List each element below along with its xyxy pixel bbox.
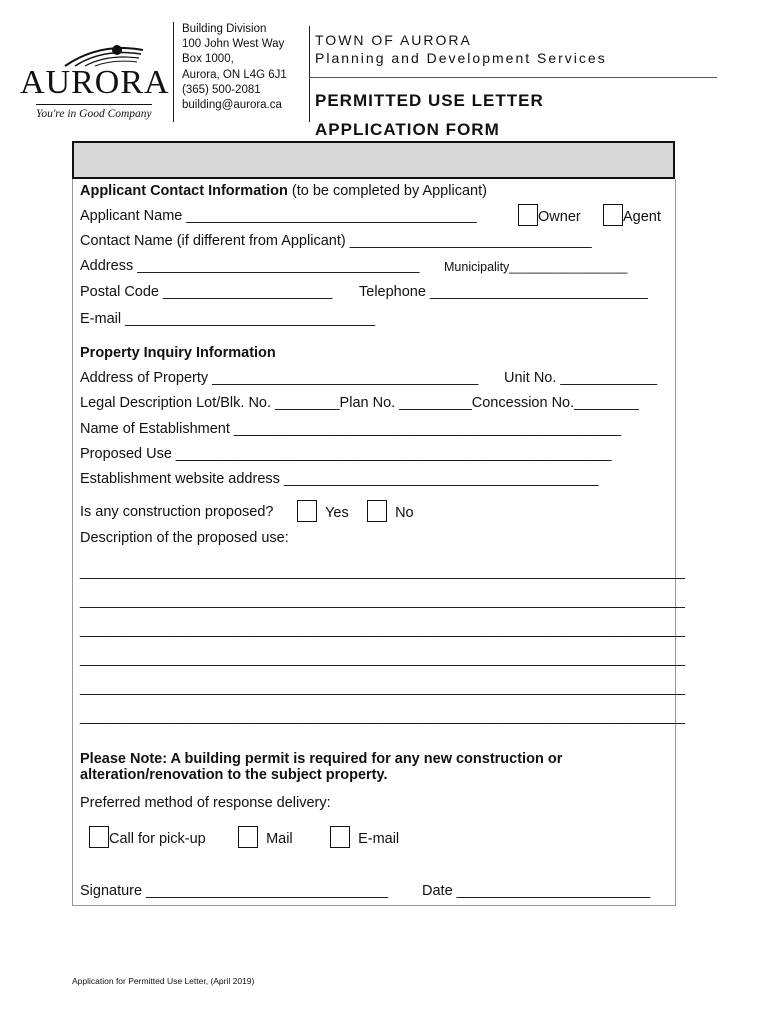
postal-code-field[interactable]: Postal Code _____________________ [80,284,333,300]
unit-field[interactable]: Unit No. ____________ [504,370,658,386]
website-field[interactable]: Establishment website address _______________________________________ [80,471,599,487]
description-line[interactable]: ___________________________________________________________________________ [80,680,685,696]
pickup-checkbox[interactable] [89,826,109,848]
description-line[interactable]: ___________________________________________________________________________ [80,709,685,725]
telephone-field[interactable]: Telephone ___________________________ [359,284,648,300]
owner-checkbox[interactable] [518,204,538,226]
description-line[interactable]: ___________________________________________________________________________ [80,622,685,638]
legal-description-field[interactable]: Legal Description Lot/Blk. No. ________Plan No. _________Concession No.________ [80,395,639,411]
logo-wordmark: AURORA [20,64,170,101]
address-field[interactable]: Address ___________________________________ [80,258,420,274]
establishment-field[interactable]: Name of Establishment ________________________________________________ [80,421,622,437]
pickup-option[interactable]: Call for pick-up [89,826,206,848]
email-checkbox[interactable] [330,826,350,848]
property-address-field[interactable]: Address of Property _________________________________ [80,370,479,386]
mail-checkbox[interactable] [238,826,258,848]
header-divider [173,22,174,122]
header-rule [309,77,717,78]
no-option[interactable]: No [367,500,414,522]
yes-option[interactable]: Yes [297,500,349,522]
property-heading: Property Inquiry Information [80,345,276,361]
signature-field[interactable]: Signature ______________________________ [80,883,389,899]
proposed-use-field[interactable]: Proposed Use ______________________________________________________ [80,446,612,462]
description-line[interactable]: ___________________________________________________________________________ [80,593,685,609]
contact-name-field[interactable]: Contact Name (if different from Applicant) ______________________________ [80,233,592,249]
agent-option[interactable]: Agent [603,204,661,226]
building-division-address: Building Division 100 John West Way Box 1000, Aurora, ON L4G 6J1 (365) 500-2081 building@aurora.ca [182,23,287,112]
date-field[interactable]: Date ________________________ [422,883,651,899]
construction-question: Is any construction proposed? [80,504,274,520]
description-line[interactable]: ___________________________________________________________________________ [80,651,685,667]
agent-checkbox[interactable] [603,204,623,226]
description-line[interactable]: ___________________________________________________________________________ [80,564,685,580]
applicant-name-field[interactable]: Applicant Name ____________________________________ [80,208,477,224]
footer-text: Application for Permitted Use Letter, (April 2019) [72,976,255,986]
form-title: PERMITTED USE LETTER APPLICATION FORM [315,91,544,139]
email-option[interactable]: E-mail [330,826,399,848]
no-checkbox[interactable] [367,500,387,522]
logo-divider [36,104,152,105]
logo-tagline: You're in Good Company [36,108,152,120]
email-field[interactable]: E-mail _______________________________ [80,311,376,327]
description-label: Description of the proposed use: [80,530,289,546]
applicant-heading: Applicant Contact Information (to be completed by Applicant) [80,183,487,199]
municipality-field[interactable]: Municipality_________________ [444,260,628,274]
owner-option[interactable]: Owner [518,204,581,226]
permit-note: Please Note: A building permit is required for any new construction or alteration/renovation to the subject property. [80,751,563,783]
title-divider [309,26,310,122]
preferred-method-label: Preferred method of response delivery: [80,795,331,811]
mail-option[interactable]: Mail [238,826,293,848]
office-use-bar [72,141,675,179]
town-header: TOWN OF AURORA Planning and Development Services [315,32,607,66]
yes-checkbox[interactable] [297,500,317,522]
